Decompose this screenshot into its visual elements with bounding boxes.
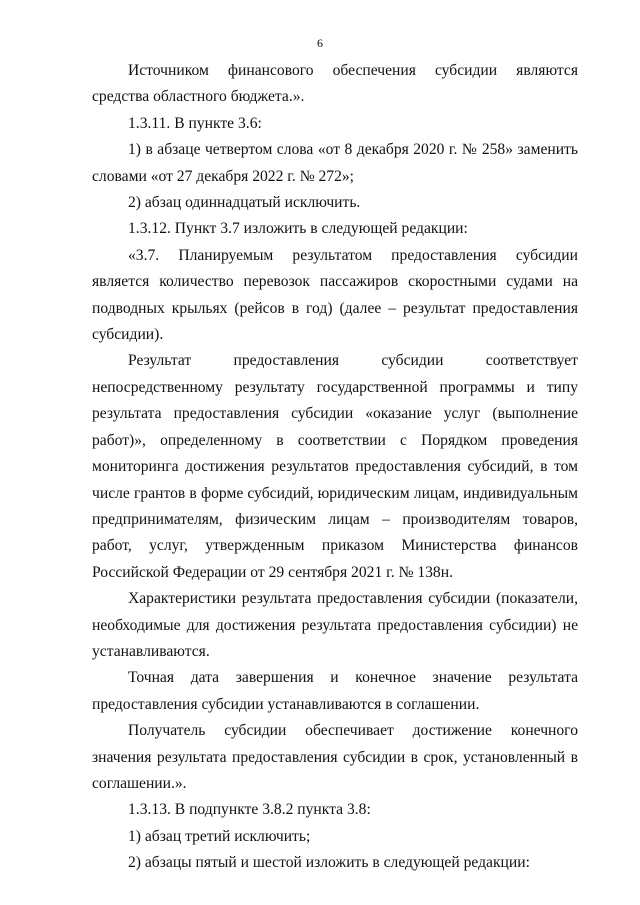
paragraph-subitem-1-replace-words: 1) в абзаце четвертом слова «от 8 декабря 2020 г. № 258» заменить словами «от 27 декабря 2022 г. № 272»; — [92, 141, 578, 185]
paragraph-completion-date: Точная дата завершения и конечное значение результата предоставления субсидии устанавливаются в соглашении. — [92, 669, 578, 713]
paragraph-item-1-3-12: 1.3.12. Пункт 3.7 изложить в следующей редакции: — [128, 220, 468, 238]
document-body — [92, 58, 578, 877]
paragraph-subitem-2-new-wording: 2) абзацы пятый и шестой изложить в следующей редакции: — [128, 854, 530, 872]
paragraph-result-correspondence: Результат предоставления субсидии соответствует непосредственному результату государственной программы и типу результата предоставления субсидии «оказание услуг (выполнение работ)», определенному в соответствии с Порядком проведения мониторинга достижения результатов предоставления субсидий, в том числе грантов в форме субсидий, юридическим лицам, индивидуальным предпринимателям, физическим лицам – производителям товаров, работ, услуг, утвержденным приказом Министерства финансов Российской Федерации от 29 сентября 2021 г. № 138н. — [92, 352, 578, 581]
page-number: 6 — [317, 36, 323, 50]
paragraph-planned-result: «3.7. Планируемым результатом предоставления субсидии является количество перевозок пассажиров скоростными судами на подводных крыльях (рейсов в год) (далее – результат предоставления субсидии). — [92, 246, 578, 344]
paragraph-item-1-3-11: 1.3.11. В пункте 3.6: — [128, 114, 262, 132]
paragraph-recipient-obligation: Получатель субсидии обеспечивает достижение конечного значения результата предоставления субсидии в срок, установленный в соглашении.». — [92, 722, 578, 792]
paragraph-subitem-2-exclude: 2) абзац одиннадцатый исключить. — [128, 194, 361, 212]
paragraph-result-characteristics: Характеристики результата предоставления субсидии (показатели, необходимые для достижения результата предоставления субсидии) не устанавливаются. — [92, 590, 578, 660]
paragraph-funding-source: Источником финансового обеспечения субсидии являются средства областного бюджета.». — [92, 62, 578, 106]
paragraph-item-1-3-13: 1.3.13. В подпункте 3.8.2 пункта 3.8: — [128, 801, 371, 819]
paragraph-subitem-1-exclude-third: 1) абзац третий исключить; — [128, 827, 311, 845]
